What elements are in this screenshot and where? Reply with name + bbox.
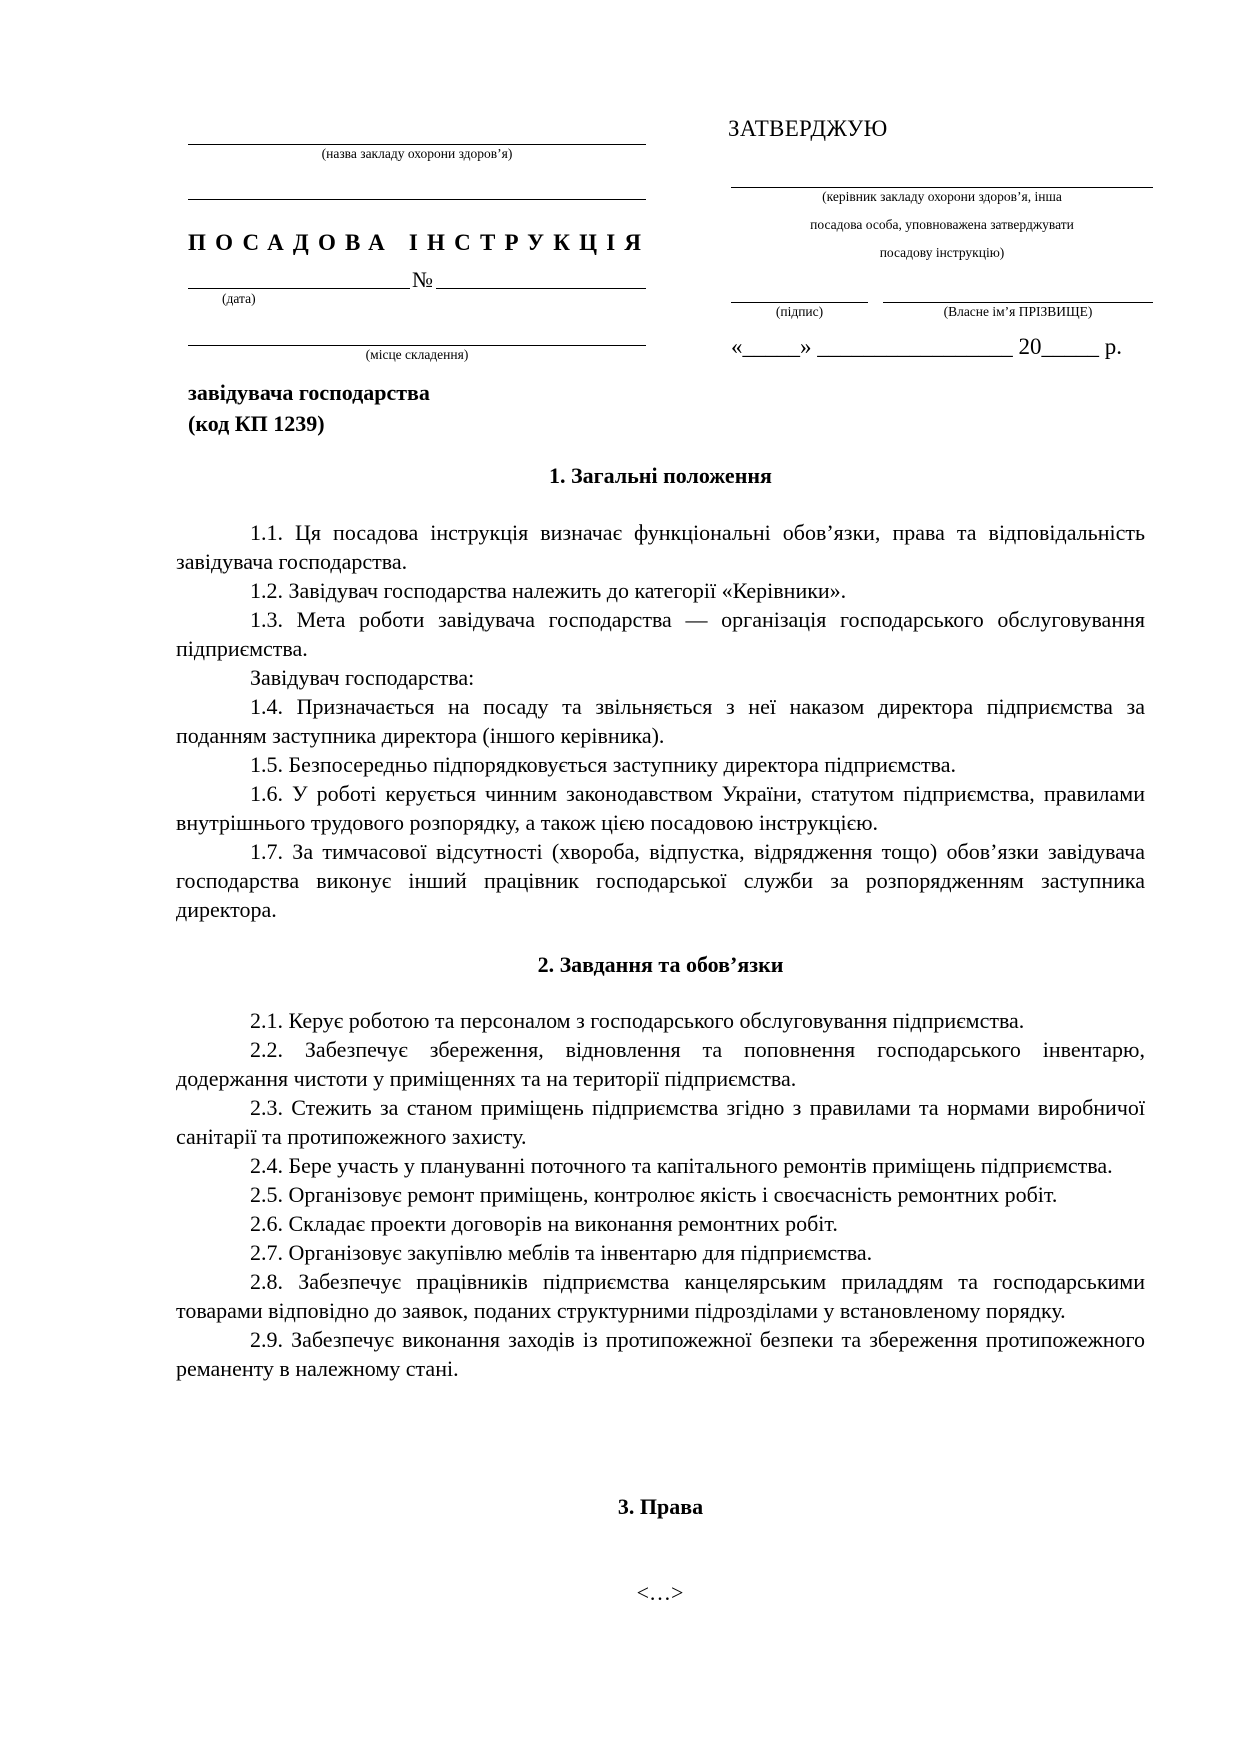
paragraph-2-5: 2.5. Організовує ремонт приміщень, контролює якість і своєчасність ремонтних робіт. — [250, 1182, 1058, 1207]
paragraph-2-1: 2.1. Керує роботою та персоналом з господарського обслуговування підприємства. — [250, 1008, 1025, 1033]
head-caption-3: посадову інструкцію) — [879, 245, 1005, 260]
place-caption: (місце складення) — [365, 347, 469, 362]
paragraph-2-4: 2.4. Бере участь у плануванні поточного та капітального ремонтів приміщень підприємства. — [250, 1153, 1113, 1178]
paragraph-2-8: 2.8. Забезпечує працівників підприємства канцелярським приладдям та господарськими товарами відповідно до заявок, поданих структурними підрозділами у встановленому порядку. — [176, 1269, 1145, 1323]
paragraph-2-2: 2.2. Забезпечує збереження, відновлення та поповнення господарського інвентарю, додержання чистоти у приміщеннях та на території підприємства. — [176, 1037, 1145, 1091]
name-line[interactable] — [883, 302, 1153, 303]
date-number-line[interactable] — [188, 263, 646, 292]
institution-caption: (назва закладу охорони здоров’я) — [321, 146, 513, 161]
number-sign: № — [412, 267, 433, 292]
document-title: ПОСАДОВА ІНСТРУКЦІЯ — [188, 230, 651, 255]
number-blank[interactable] — [436, 288, 646, 289]
section-2-body — [176, 1006, 1145, 1383]
paragraph-1-4: 1.4. Призначається на посаду та звільняється з неї наказом директора підприємства за поданням заступника директора (іншого керівника). — [176, 694, 1145, 748]
omitted-text-marker: <…> — [636, 1580, 684, 1605]
head-line[interactable] — [731, 187, 1153, 188]
date-caption: (дата) — [222, 291, 256, 306]
paragraph-2-9: 2.9. Забезпечує виконання заходів із протипожежної безпеки та збереження протипожежного реманенту в належному стані. — [176, 1327, 1145, 1381]
paragraph-1-6: 1.6. У роботі керується чинним законодавством України, статутом підприємства, правилами внутрішнього трудового розпорядку, а також цією посадовою інструкцією. — [176, 781, 1145, 835]
approval-date-line[interactable]: «_____» _________________ 20_____ р. — [731, 334, 1122, 359]
date-blank[interactable] — [188, 288, 410, 289]
paragraph-2-3: 2.3. Стежить за станом приміщень підприємства згідно з правилами та нормами виробничої санітарії та протипожежного захисту. — [176, 1095, 1145, 1149]
section-1-title: 1. Загальні положення — [549, 463, 772, 488]
paragraph-2-7: 2.7. Організовує закупівлю меблів та інвентарю для підприємства. — [250, 1240, 873, 1265]
head-caption-2: посадова особа, уповноважена затверджувати — [810, 217, 1074, 232]
name-caption: (Власне ім’я ПРІЗВИЩЕ) — [943, 304, 1093, 319]
signature-line[interactable] — [731, 302, 868, 303]
paragraph-1-5: 1.5. Безпосередньо підпорядковується заступнику директора підприємства. — [250, 752, 956, 777]
section-2-title: 2. Завдання та обов’язки — [537, 952, 784, 977]
paragraph-1-2: 1.2. Завідувач господарства належить до категорії «Керівники». — [250, 578, 847, 603]
head-caption-1: (керівник закладу охорони здоров’я, інша — [822, 189, 1062, 204]
position-code: (код КП 1239) — [188, 411, 325, 436]
signature-caption: (підпис) — [775, 304, 824, 319]
section-3-title: 3. Права — [617, 1494, 704, 1519]
paragraph-1-1: 1.1. Ця посадова інструкція визначає функціональні обов’язки, права та відповідальність завідувача господарства. — [176, 520, 1145, 574]
position-block — [188, 377, 430, 439]
approve-label: ЗАТВЕРДЖУЮ — [728, 116, 888, 141]
paragraph-2-6: 2.6. Складає проекти договорів на виконання ремонтних робіт. — [250, 1211, 838, 1236]
paragraph-1-7: 1.7. За тимчасової відсутності (хвороба, відпустка, відрядження тощо) обов’язки завідувача господарства виконує інший працівник господарської служби за розпорядженням заступника директора. — [176, 839, 1145, 922]
paragraph-subhead: Завідувач господарства: — [250, 665, 475, 690]
position-name: завідувача господарства — [188, 380, 430, 405]
paragraph-1-3: 1.3. Мета роботи завідувача господарства — організація господарського обслуговування підприємства. — [176, 607, 1145, 661]
institution-extra-line[interactable] — [188, 199, 646, 200]
place-line[interactable] — [188, 345, 646, 346]
institution-name-line[interactable] — [188, 144, 646, 145]
section-1-body — [176, 518, 1145, 924]
